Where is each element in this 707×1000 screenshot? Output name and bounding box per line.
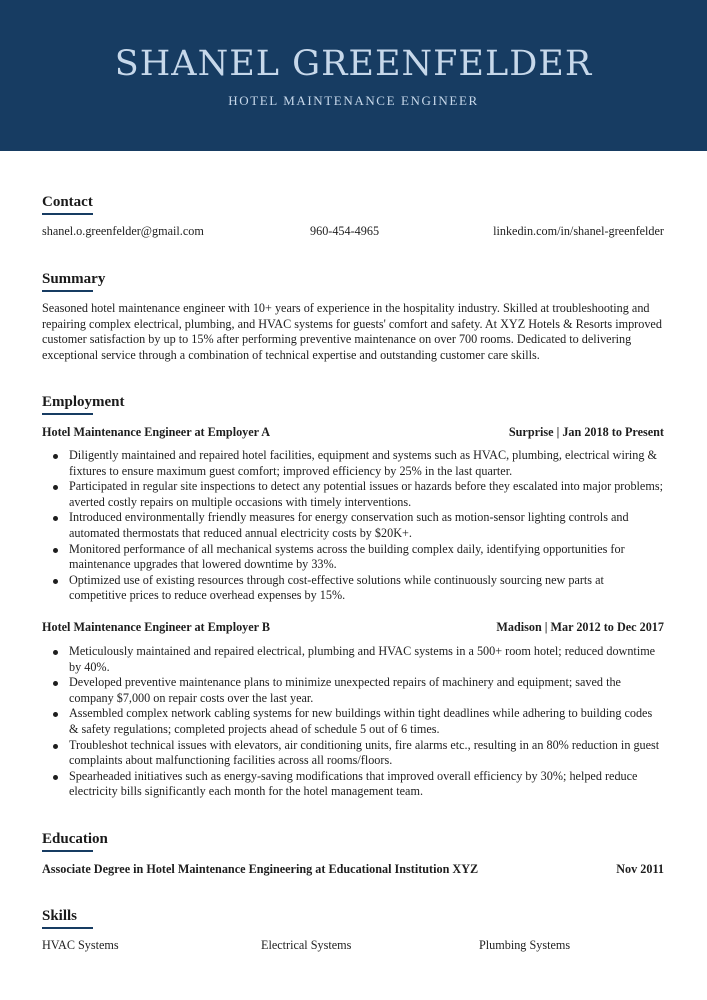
bullet-icon xyxy=(53,681,58,686)
job-b-meta: Madison | Mar 2012 to Dec 2017 xyxy=(496,620,664,634)
contact-phone[interactable]: 960-454-4965 xyxy=(310,224,380,238)
list-item: Troubleshot technical issues with elevators, air conditioning units, fire alarms etc., resulting in an 80% reduction in guest complaints about malfunctioning facilities across all rooms/floors. xyxy=(42,738,664,769)
contact-heading-rule xyxy=(42,213,93,215)
skill-item-hvac: HVAC Systems xyxy=(42,938,119,952)
skills-heading: Skills xyxy=(42,908,78,924)
job-a-bullets xyxy=(42,448,664,604)
contact-email[interactable]: shanel.o.greenfelder@gmail.com xyxy=(42,224,204,238)
summary-heading-rule xyxy=(42,290,93,292)
bullet-icon xyxy=(53,485,58,490)
candidate-role: HOTEL MAINTENANCE ENGINEER xyxy=(228,93,479,108)
list-item: Monitored performance of all mechanical systems across the building complex daily, identifying opportunities for maintenance upgrades that lowered downtime by 33%. xyxy=(42,542,664,573)
skills-heading-rule xyxy=(42,927,93,929)
skill-item-plumbing: Plumbing Systems xyxy=(479,938,571,952)
job-a-meta: Surprise | Jan 2018 to Present xyxy=(508,425,664,439)
resume-header xyxy=(0,0,707,151)
employment-heading-rule xyxy=(42,413,93,415)
employment-heading: Employment xyxy=(42,394,125,410)
list-item: Meticulously maintained and repaired electrical, plumbing and HVAC systems in a 500+ room hotel; reduced downtime by 40%. xyxy=(42,644,664,675)
contact-heading: Contact xyxy=(42,194,93,210)
list-item: Assembled complex network cabling systems for new buildings within tight deadlines while adhering to building codes & safety regulations; completed projects ahead of schedule 5 out of 6 times. xyxy=(42,706,664,737)
bullet-icon xyxy=(53,454,58,459)
list-item: Diligently maintained and repaired hotel facilities, equipment and systems such as HVAC, plumbing, electrical wiring & fixtures to ensure maximum guest comfort; improved efficiency by 25% in the last quarter. xyxy=(42,448,664,479)
list-item: Developed preventive maintenance plans to minimize unexpected repairs of machinery and equipment; saved the company $7,000 on repair costs over the last year. xyxy=(42,675,664,706)
education-heading: Education xyxy=(42,831,108,847)
summary-heading: Summary xyxy=(42,271,106,287)
list-item: Spearheaded initiatives such as energy-saving modifications that improved overall efficiency by 30%; helped reduce electricity bills significantly each month for the hotel management team. xyxy=(42,769,664,800)
candidate-name: SHANEL GREENFELDER xyxy=(114,44,593,84)
education-degree: Associate Degree in Hotel Maintenance Engineering at Educational Institution XYZ xyxy=(42,862,479,876)
education-heading-rule xyxy=(42,850,93,852)
job-b-bullets xyxy=(42,644,664,800)
summary-text: Seasoned hotel maintenance engineer with 10+ years of experience in the hospitality industry. Skilled at troubleshooting and repairing complex electrical, plumbing, and HVAC systems for guests' comfort and safety. At XYZ Hotels & Resorts improved customer satisfaction by up to 15% after performing preventive maintenance on over 700 rooms. Dedicated to delivering exceptional service through a combination of technical expertise and outstanding customer care skills. xyxy=(42,301,662,362)
bullet-icon xyxy=(53,744,58,749)
education-date: Nov 2011 xyxy=(616,862,664,876)
job-b-title: Hotel Maintenance Engineer at Employer B xyxy=(42,620,271,634)
list-item: Optimized use of existing resources through cost-effective solutions while continuously sourcing new parts at competitive prices to reduce overhead expenses by 15%. xyxy=(42,573,664,604)
list-item: Participated in regular site inspections to detect any potential issues or hazards before they escalated into major problems; averted costly repairs on multiple occasions with timely interventions. xyxy=(42,479,664,510)
bullet-icon xyxy=(53,516,58,521)
list-item: Introduced environmentally friendly measures for energy conservation such as motion-sensor lighting controls and automated thermostats that reduced annual electricity costs by $20K+. xyxy=(42,510,664,541)
skill-item-electrical: Electrical Systems xyxy=(261,938,352,952)
bullet-icon xyxy=(53,650,58,655)
contact-linkedin[interactable]: linkedin.com/in/shanel-greenfelder xyxy=(493,224,664,238)
bullet-icon xyxy=(53,712,58,717)
bullet-icon xyxy=(53,579,58,584)
job-a-title: Hotel Maintenance Engineer at Employer A xyxy=(42,425,271,439)
bullet-icon xyxy=(53,548,58,553)
bullet-icon xyxy=(53,775,58,780)
